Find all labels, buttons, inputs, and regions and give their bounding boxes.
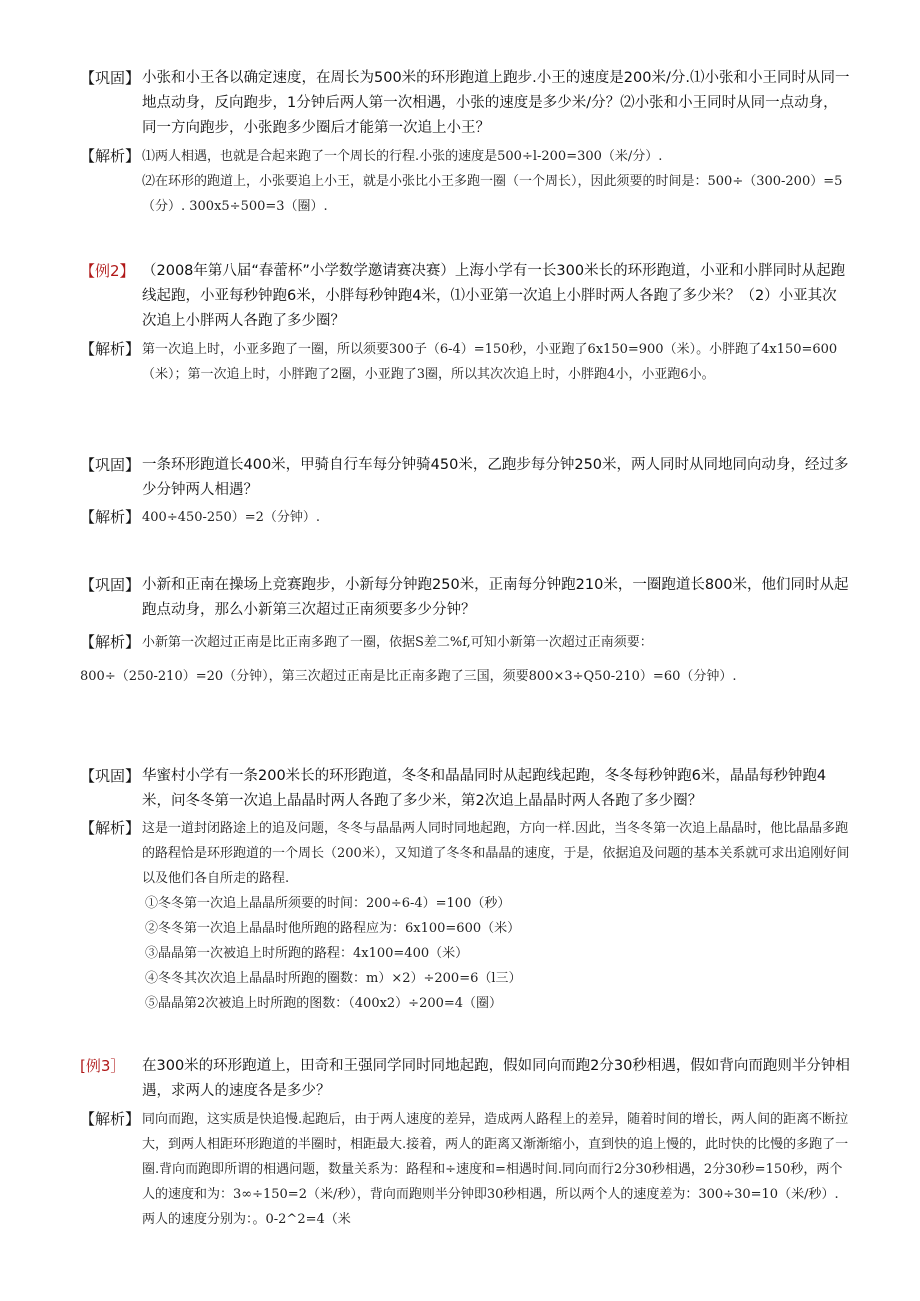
solution-line: 400÷450-250）=2（分钟）. xyxy=(142,510,321,525)
solution-tag: 【解析】 xyxy=(80,633,141,651)
solution-line: 小新第一次超过正南是比正南多跑了一圈，依据S差二%f,可知小新第一次超过正南须要： xyxy=(142,635,653,650)
problem-tag: 【巩固】 xyxy=(80,767,141,785)
problem-text: 小新和正南在操场上竞赛跑步，小新每分钟跑250米，正南每分钟跑210米，一圈跑道长800米，他们同时从起跑点动身，那么小新第三次超过正南须要多少分钟？ xyxy=(142,577,849,618)
solution-body xyxy=(142,505,850,530)
solution-line: 这是一道封闭路途上的追及问题，冬冬与晶晶两人同时同地起跑，方向一样.因此，当冬冬第一次追上晶晶时，他比晶晶多跑的路程恰是环形跑道的一个周长（200米），又知道了冬冬和晶晶的速度，于是，依据追及问题的基本关系就可求出追刚好间以及他们各自所走的路程. xyxy=(142,821,850,886)
solution-tag: 【解析】 xyxy=(80,819,141,837)
solution-body-continued xyxy=(80,664,850,689)
solution-line: 同向而跑，这实质是快追慢.起跑后，由于两人速度的差异，造成两人路程上的差异，随着时间的增长，两人间的距离不断拉大，到两人相距环形跑道的半圈时，相距最大.接着，两人的距离又渐渐缩小，直到快的追上慢的，此时快的比慢的多跑了一圈.背向而跑即所谓的相遇问题，数量关系为：路程和÷速度和=相遇时间.同向而行2分30秒相遇，2分30秒=150秒，两个人的速度和为：3∞÷150=2（米/秒），背向而跑则半分钟即30秒相遇，所以两个人的速度差为：300÷30=10（米/秒）.两人的速度分别为：。0-2^2=4（米 xyxy=(142,1112,849,1227)
solution-tag: 【解析】 xyxy=(80,340,141,358)
problem-block-2 xyxy=(80,259,850,387)
solution-line: 800÷（250-210）=20（分钟），第三次超过正南是比正南多跑了三国，须要800×3÷Q50-210）=60（分钟）. xyxy=(80,669,737,684)
solution-line: ⑴两人相遇，也就是合起来跑了一个周长的行程.小张的速度是500÷l-200=300（米/分）. xyxy=(142,149,663,164)
problem-block-3 xyxy=(80,453,850,530)
example-tag: [例3］ xyxy=(80,1057,126,1075)
problem-text: （2008年第八届“春蕾杯”小学数学邀请赛决赛）上海小学有一长300米长的环形跑道，小亚和小胖同时从起跑线起跑，小亚每秒钟跑6米，小胖每秒钟跑4米，⑴小亚第一次追上小胖时两人各跑了多少米？（2）小亚其次次追上小胖两人各跑了多少圈？ xyxy=(142,263,846,329)
solution-tag: 【解析】 xyxy=(80,508,141,526)
problem-block-4 xyxy=(80,573,850,689)
solution-step: ①冬冬第一次追上晶晶所须要的时间：200÷6-4）=100（秒） xyxy=(145,896,511,911)
solution-body xyxy=(142,816,850,1016)
problem-block-6 xyxy=(80,1054,850,1232)
solution-body xyxy=(142,144,850,219)
solution-body xyxy=(142,337,850,387)
solution-line: ⑵在环形的跑道上，小张要追上小王，就是小张比小王多跑一圈（一个周长），因此须要的时间是：500÷（300-200）=5（分）. 300x5÷500=3（圈）. xyxy=(142,174,843,214)
solution-tag: 【解析】 xyxy=(80,147,141,165)
problem-block-1 xyxy=(80,66,850,219)
solution-step: ⑤晶晶第2次被追上时所跑的图数：（400x2）÷200=4（圈） xyxy=(145,996,503,1011)
example-tag: 【例2】 xyxy=(80,262,135,280)
problem-tag: 【巩固】 xyxy=(80,576,141,594)
problem-block-5 xyxy=(80,764,850,1016)
solution-tag: 【解析】 xyxy=(80,1110,141,1128)
solution-body xyxy=(142,1107,850,1232)
solution-body xyxy=(142,630,850,655)
solution-step: ③晶晶第一次被追上时所跑的路程：4x100=400（米） xyxy=(145,946,469,961)
problem-tag: 【巩固】 xyxy=(80,456,141,474)
solution-line: 第一次追上时，小亚多跑了一圈，所以须要300子（6-4）=150秒，小亚跑了6x150=900（米）。小胖跑了4x150=600（米）；第一次追上时，小胖跑了2圈，小亚跑了3圈，所以其次次追上时，小胖跑4小，小亚跑6小。 xyxy=(142,342,838,382)
problem-text: 小张和小王各以确定速度，在周长为500米的环形跑道上跑步.小王的速度是200米/分.⑴小张和小王同时从同一地点动身，反向跑步，1分钟后两人第一次相遇，小张的速度是多少米/分？⑵小张和小王同时从同一点动身，同一方向跑步，小张跑多少圈后才能第一次追上小王？ xyxy=(142,70,850,136)
problem-text: 在300米的环形跑道上，田奇和王强同学同时同地起跑，假如同向而跑2分30秒相遇，假如背向而跑则半分钟相遇，求两人的速度各是多少？ xyxy=(142,1058,850,1099)
solution-step: ④冬冬其次次追上晶晶时所跑的圈数：m）×2）÷200=6（l三） xyxy=(145,971,522,986)
problem-text: 华蜜村小学有一条200米长的环形跑道，冬冬和晶晶同时从起跑线起跑，冬冬每秒钟跑6米，晶晶每秒钟跑4米，问冬冬第一次追上晶晶时两人各跑了多少米，第2次追上晶晶时两人各跑了多少圈？ xyxy=(142,768,827,809)
solution-step: ②冬冬第一次追上晶晶时他所跑的路程应为：6x100=600（米） xyxy=(145,921,521,936)
problem-tag: 【巩固】 xyxy=(80,69,141,87)
problem-text: 一条环形跑道长400米，甲骑自行车每分钟骑450米，乙跑步每分钟250米，两人同时从同地同向动身，经过多少分钟两人相遇？ xyxy=(142,457,849,498)
